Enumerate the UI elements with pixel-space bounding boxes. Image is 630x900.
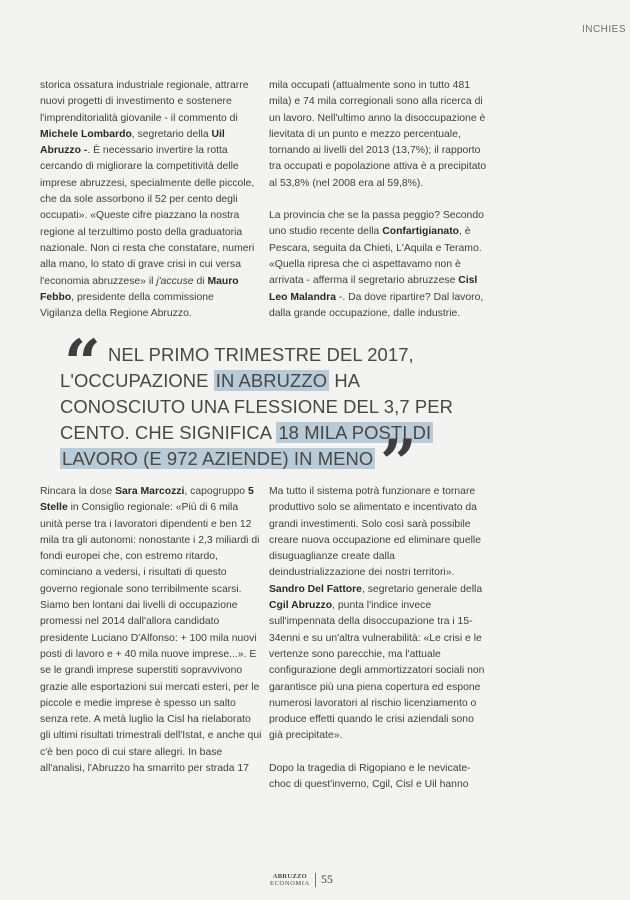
person-name: Sara Marcozzi [115,486,185,497]
article-column-bottom-right [269,484,489,793]
article-column-top-left [40,78,258,322]
pull-quote-line [60,446,480,472]
magazine-logo: ABRUZZO ECONOMIA [270,872,310,887]
pull-quote-line: CENTO. CHE SIGNIFICA 18 MILA POSTI DI [60,422,432,443]
paragraph: Rincara la dose Sara Marcozzi, capogruppo 5 Stelle in Consiglio regionale: «Più di 6 mila unità perse tra i lavoratori dipendenti e ben 12 mila tra gli autonomi: nonostante i 2,3 miliardi di fondi europei che, con estremo ritardo, cominciano a vedersi, i risultati di questo governo regionale sono terribilmente scarsi. Siamo ben lontani dai livelli di occupazione promessi nel 2014 dall'allora candidato presidente Luciano D'Alfonso: + 100 mila nuovi posti di lavoro e + 40 mila nuove imprese...». E se le grandi imprese superstiti sopravvivono grazie alle esportazioni sui mercati esteri, per le piccole e medie imprese è spesso un salto senza rete. A metà luglio la Cisl ha rielaborato gli ultimi risultati trimestrali dell'Istat, e anche qui c'è ben poco di cui stare allegri. In base all'analisi, l'Abruzzo ha smarrito per strada 17 [40,486,262,775]
article-column-top-right [269,78,487,322]
paragraph: Dopo la tragedia di Rigopiano e le nevicate-choc di quest'inverno, Cgil, Cisl e Uil hanno [269,762,471,791]
paragraph: Ma tutto il sistema potrà funzionare e tornare produttivo solo se alimentato e incentivato da grandi investimenti. Solo così sarà possibile creare nuova occupazione ed eliminare quelle disuguaglianze create dalla deindustrializzazione dei nostri territori». Sandro Del Fattore, segretario generale della Cgil Abruzzo, punta l'indice invece sull'impennata della disoccupazione tra i 15-34enni e su un'altra vulnerabilità: «Le crisi e le vertenze sono parecchie, ma l'attuale configurazione degli ammortizzatori sociali non garantisce più una piena copertura ed espone numerosi lavoratori al rischio licenziamento o produce effetti quando le crisi aziendali sono già precipitate». [269,486,485,742]
person-name: Sandro Del Fattore [269,583,362,595]
paragraph: mila occupati (attualmente sono in tutto 481 mila) e 74 mila corregionali sono alla ricerca di un lavoro. Nell'ultimo anno la disoccupazione è lievitata di un punto e mezzo percentuale, tornando ai livelli del 2013 (13,7%); il rapporto tra occupati e popolazione attiva è a precipitato al 53,8% (nel 2008 era al 59,8%). [269,80,487,189]
highlight: LAVORO (E 972 AZIENDE) IN MENO [62,448,374,469]
italic-term: j'accuse [156,275,194,287]
pull-quote-line: CONOSCIUTO UNA FLESSIONE DEL 3,7 PER [60,396,453,417]
person-name: Mauro Febbo [40,275,239,303]
organization-name: Cgil Abruzzo [269,600,333,612]
close-quote-mark: ” [380,426,417,501]
organization-name: Uil Abruzzo - [40,128,225,157]
article-column-bottom-left [40,484,262,777]
pull-quote-line: NEL PRIMO TRIMESTRE DEL 2017, [108,344,414,365]
section-tag: INCHIES [581,24,626,35]
page-number: 55 [320,872,333,886]
paragraph: storica ossatura industriale regionale, attrarre nuovi progetti di investimento e sostenere l'imprenditorialità giovanile - il commento di Michele Lombardo, segretario della Uil Abruzzo -. È necessario invertire la rotta cercando di migliorare la competitività delle imprese abruzzesi, specialmente delle piccole, che da sole assorbono il 52 per cento degli occupati». «Queste cifre piazzano la nostra regione al terzultimo posto della graduatoria nazionale. Non ci resta che constatare, numeri alla mano, lo stato di grave crisi in cui versa l'economia abruzzese» il j'accuse di Mauro Febbo, presidente della commissione Vigilanza della Regione Abruzzo. [40,80,255,320]
person-name: Cisl Leo Malandra [269,275,478,303]
highlight: IN ABRUZZO [215,370,328,391]
paragraph: La provincia che se la passa peggio? Secondo uno studio recente della Confartigianato, è Pescara, seguita da Chieti, L'Aquila e Teramo. «Quella ripresa che ci aspettavamo non è arrivata - afferma il segretario abruzzese Cisl Leo Malandra -. Da dove ripartire? Dal lavoro, dalla grande occupazione, dalle industrie. [269,210,484,319]
organization-name: 5 Stelle [40,486,254,514]
page-footer [270,872,333,887]
pull-quote-line: L'OCCUPAZIONE IN ABRUZZO HA [60,370,361,391]
organization-name: Confartigianato [382,226,460,238]
person-name: Michele Lombardo [40,128,132,140]
footer-divider [315,873,316,887]
highlight: 18 MILA POSTI DI [278,422,432,443]
open-quote-mark: “ [64,326,101,401]
pull-quote [60,342,480,472]
